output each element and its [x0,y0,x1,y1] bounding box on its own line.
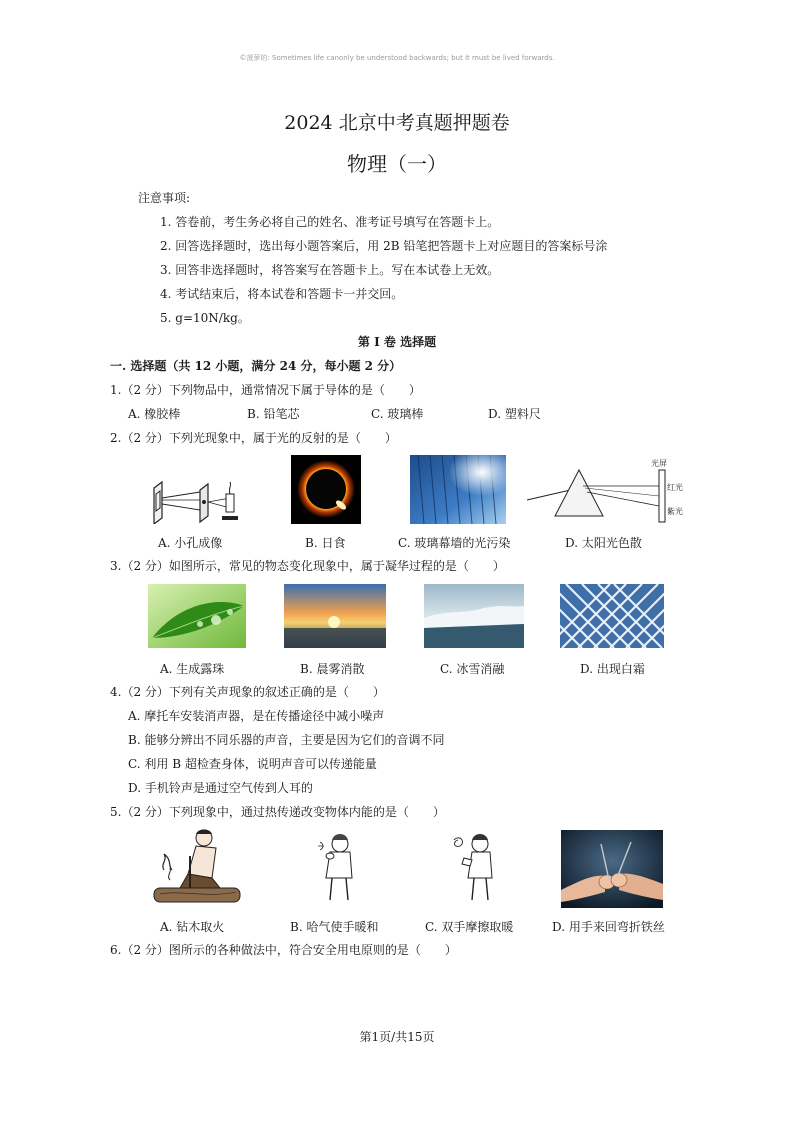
red-light-label: 红光 [667,483,683,492]
page-number: 第1页/共15页 [359,1030,435,1044]
option: D. 手机铃声是通过空气传到人耳的 [128,781,313,795]
option: D. 出现白霜 [580,662,645,676]
option: A. 生成露珠 [160,662,225,676]
rubbing-hands-illustration [450,832,496,904]
white-frost-photo [560,584,664,648]
option: A. 小孔成像 [158,536,223,550]
question-stem: 3.（2 分）如图所示，常见的物态变化现象中，属于凝华过程的是（ ） [110,559,505,573]
option: D. 用手来回弯折铁丝 [552,920,665,934]
pinhole-camera-diagram [148,478,242,524]
notice-item: 3. 回答非选择题时，将答案写在答题卡上。写在本试卷上无效。 [160,263,500,277]
option: C. 冰雪消融 [440,662,505,676]
option: B. 日食 [305,536,346,550]
question-stem: 1.（2 分）下列物品中，通常情况下属于导体的是（ ） [110,383,421,397]
option: B. 能够分辨出不同乐器的声音，主要是因为它们的音调不同 [128,733,445,747]
melting-ice-photo [424,584,524,648]
option: A. 钻木取火 [160,920,225,934]
notice-heading: 注意事项: [138,191,191,205]
option: B. 哈气使手暖和 [290,920,379,934]
question-stem: 6.（2 分）图所示的各种做法中，符合安全用电原则的是（ ） [110,943,457,957]
option: B. 晨雾消散 [300,662,365,676]
notice-item: 4. 考试结束后，将本试卷和答题卡一并交回。 [160,287,404,301]
page-title: 2024 北京中考真题押题卷 [284,112,510,134]
drilling-wood-fire-illustration [150,826,246,908]
question-stem: 2.（2 分）下列光现象中，属于光的反射的是（ ） [110,431,397,445]
option: A. 摩托车安装消声器，是在传播途径中减小噪声 [128,709,385,723]
dew-drop-photo [148,584,246,648]
notice-item: 1. 答卷前，考生务必将自己的姓名、准考证号填写在答题卡上。 [160,215,500,229]
bending-iron-wire-photo [561,830,663,908]
breathing-warm-hands-illustration [316,832,358,904]
page-subtitle: 物理（一） [347,152,447,176]
option: D. 塑料尺 [488,407,541,421]
watermark: ©菠萝的: Sometimes life canonly be understood backwards; but it must be lived forwards. [239,54,555,62]
option: C. 利用 B 超检查身体，说明声音可以传递能量 [128,757,377,771]
notice-item: 5. g=10N/kg。 [160,311,250,325]
morning-fog-photo [284,584,386,648]
prism-dispersion-diagram [525,456,689,524]
question-stem: 4.（2 分）下列有关声现象的叙述正确的是（ ） [110,685,385,699]
notice-item: 2. 回答选择题时，选出每小题答案后，用 2B 铅笔把答题卡上对应题目的答案标号涂 [160,239,608,253]
option: C. 双手摩擦取暖 [425,920,514,934]
option: A. 橡胶棒 [128,407,181,421]
screen-label: 光屏 [651,459,667,468]
option: C. 玻璃棒 [371,407,424,421]
option: C. 玻璃幕墙的光污染 [398,536,511,550]
glass-curtain-wall-photo [410,455,506,524]
part-title: 第 I 卷 选择题 [357,335,437,349]
solar-eclipse-photo [291,455,361,524]
option: D. 太阳光色散 [565,536,642,550]
question-stem: 5.（2 分）下列现象中，通过热传递改变物体内能的是（ ） [110,805,445,819]
option: B. 铅笔芯 [247,407,300,421]
violet-light-label: 紫光 [667,507,683,516]
section-title: 一. 选择题（共 12 小题，满分 24 分，每小题 2 分） [110,359,402,373]
